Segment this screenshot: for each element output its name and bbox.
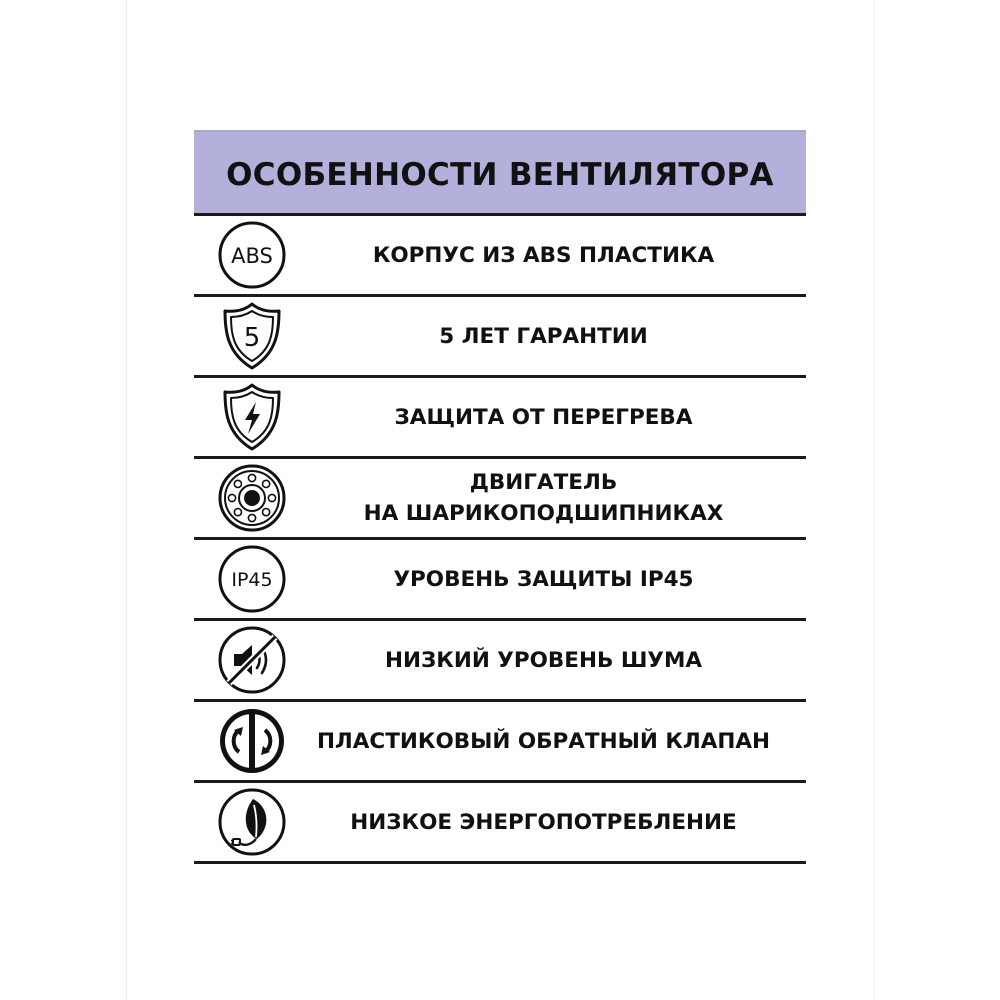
muted-speaker-icon [194,621,309,699]
features-header [194,130,806,216]
left-edge-line [126,0,127,1000]
eco-leaf-plug-icon [194,783,309,861]
feature-row-overheat [194,378,806,459]
feature-row-bearing [194,459,806,540]
feature-label-ip45: УРОВЕНЬ ЗАЩИТЫ IP45 [393,566,694,592]
feature-row-warranty [194,297,806,378]
abs-icon-text: ABS [230,244,273,268]
feature-row-noise [194,621,806,702]
feature-row-abs [194,216,806,297]
feature-row-ip45 [194,540,806,621]
ip45-badge-icon [194,540,309,618]
feature-label-valve: ПЛАСТИКОВЫЙ ОБРАТНЫЙ КЛАПАН [316,728,771,754]
feature-label-noise: НИЗКИЙ УРОВЕНЬ ШУМА [384,647,703,673]
shield-lightning-icon [194,378,309,456]
feature-label-overheat: ЗАЩИТА ОТ ПЕРЕГРЕВА [394,404,693,430]
abs-badge-icon [194,216,309,294]
feature-label-energy: НИЗКОЕ ЭНЕРГОПОТРЕБЛЕНИЕ [350,809,737,835]
ball-bearing-icon [194,459,309,537]
feature-row-valve [194,702,806,783]
feature-label-bearing-line2: НА ШАРИКОПОДШИПНИКАХ [363,501,724,526]
feature-row-energy [194,783,806,864]
ip45-icon-text: IP45 [230,569,273,591]
features-title: ОСОБЕННОСТИ ВЕНТИЛЯТОРА [226,156,774,193]
feature-label-bearing-line1: ДВИГАТЕЛЬ [469,470,618,495]
features-card [194,130,806,864]
feature-label-warranty: 5 ЛЕТ ГАРАНТИИ [439,323,648,349]
backdraft-valve-icon [194,702,309,780]
shield-5-text: 5 [243,323,260,353]
feature-label-abs: КОРПУС ИЗ ABS ПЛАСТИКА [372,242,715,268]
right-edge-line [874,0,875,1000]
shield-5-icon [194,297,309,375]
feature-label-bearing [309,467,806,529]
